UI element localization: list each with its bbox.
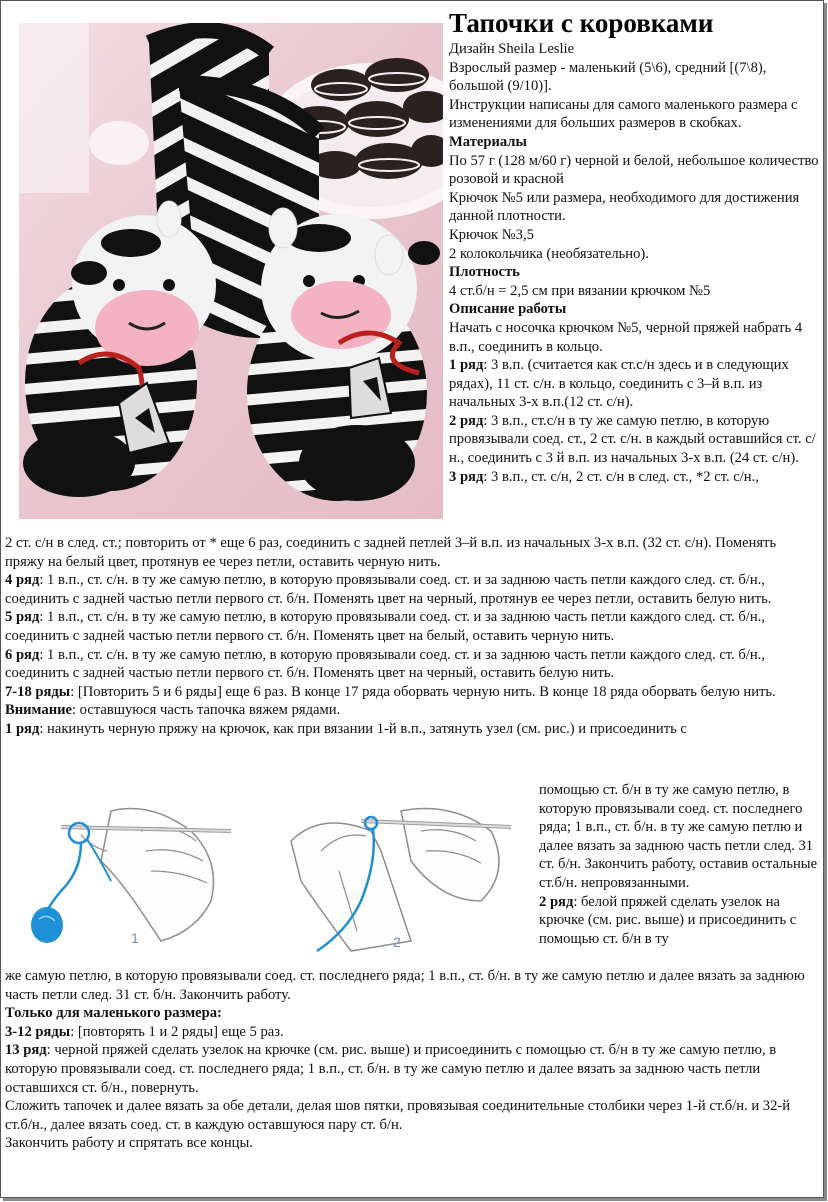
row-label: 2 ряд: [449, 412, 484, 429]
row-label: 6 ряд: [5, 646, 40, 663]
instructions-note: Инструкции написаны для самого маленького размера с изменениями для больших размеров в скобках.: [449, 96, 798, 132]
row-label: 7-18 ряды: [5, 683, 71, 700]
row-label: 13 ряд: [5, 1042, 47, 1059]
row-6-text: [5, 646, 817, 683]
gauge-text: 4 ст.б/н = 2,5 см при вязании крючком №5: [449, 282, 711, 299]
instructions-continued: [5, 534, 817, 739]
materials-heading: Материалы: [449, 133, 527, 150]
row-body: : 1 в.п., ст. с/н. в ту же самую петлю, в которую провязывали соед. ст. и за заднюю часть петли каждого след. ст. б/н., соединить с задней частью петли первого ст. б/н. Поменять цвет на белый, оставить черную нить.: [5, 609, 765, 644]
row-label: 3-12 ряды: [5, 1023, 71, 1040]
row-1-text: [449, 356, 821, 412]
row-body: : 3 в.п., ст.с/н в ту же самую петлю, в которую провязывали соед. ст., 2 ст. с/н. в каждый оставшийся ст. с/н., соединить с 3 й в.п. из начальных 3-х в.п. (24 ст. с/н).: [449, 412, 816, 467]
attention-label: Внимание: [5, 702, 72, 719]
materials-line: Крючок №3,5: [449, 226, 534, 243]
designer-line: Дизайн Sheila Leslie: [449, 41, 575, 57]
figure-2-label: 2: [393, 934, 401, 950]
row-4-text: [5, 571, 817, 608]
size-line: Взрослый размер - маленький (5\6), средний [(7\8), большой (9/10)].: [449, 59, 767, 95]
row-5-text: [5, 608, 817, 645]
right-column: [449, 7, 821, 486]
rows-7-18-text: [5, 683, 817, 702]
materials-line: По 57 г (128 м/60 г) черной и белой, небольшое количество розовой и красной: [449, 152, 819, 188]
attention-body: : оставшуюся часть тапочка вяжем рядами.: [71, 702, 341, 719]
row-label: 1 ряд: [449, 357, 484, 374]
figure-2-drawing: [291, 809, 511, 952]
row-body: : 1 в.п., ст. с/н. в ту же самую петлю, в которую провязывали соед. ст. и за заднюю часть петли каждого след. ст. б/н., соединить с задней частью петли первого ст. б/н. Поменять цвет на черный, оставить белую нить.: [5, 646, 765, 682]
row-body: : белой пряжей сделать узелок на крючке (см. рис. выше) и присоединить с помощью ст. б/н в ту: [539, 893, 797, 947]
finish-text: Закончить работу и спрятать все концы.: [5, 1135, 253, 1152]
slippers-photo: [19, 23, 443, 519]
row-body: : [Повторить 5 и 6 ряды] еще 6 раз. В конце 17 ряда оборвать черную нить. В конце 18 ряда оборвать белую нить.: [70, 683, 776, 700]
bottom-text: [5, 967, 817, 1153]
row-label: 4 ряд: [5, 572, 40, 589]
heel-row-2-text: [539, 893, 821, 949]
fold-text: Сложить тапочек и далее вязать за обе детали, делая шов пятки, провязывая соединительные столбики через 1-й ст.б/н. и 32-й ст.б/н., далее вязать соед. ст. в каждую оставшуюся пару ст. б/н.: [5, 1098, 791, 1133]
gauge-heading: Плотность: [449, 264, 520, 281]
materials-line: Крючок №5 или размера, необходимого для достижения данной плотности.: [449, 189, 800, 225]
small-size-heading: Только для маленького размера:: [5, 1005, 222, 1022]
row-body: : 3 в.п., ст. с/н, 2 ст. с/н в след. ст., *2 ст. с/н.,: [483, 468, 759, 485]
row-3-continued: 2 ст. с/н в след. ст.; повторить от * еще 6 раз, соединить с задней петлей 3–й в.п. из начальных 3-х в.п. (32 ст. с/н). Поменять пряжу на белый цвет, протянув ее через петли, оставить черную нить.: [5, 535, 777, 570]
row-2-text: [449, 412, 821, 468]
heel-row-1-text: [5, 720, 817, 739]
heel-row-1-continued: помощью ст. б/н в ту же самую петлю, в которую провязывали соед. ст. последнего ряда; 1 в.п., ст. б/н. в ту же самую петлю и далее вязать за заднюю часть петли след. 31 ст. б/н. Закончить работу, оставив остальные ст.б/н. непровязанными.: [539, 782, 818, 891]
row-label: 2 ряд: [539, 893, 574, 910]
figure-1-label: 1: [131, 930, 139, 946]
heel-row-2-continued: же самую петлю, в которую провязывали соед. ст. последнего ряда; 1 в.п., ст. б/н. в ту же самую петлю и далее вязать за заднюю часть петли след. 31 ст. б/н. Закончить работу.: [5, 968, 805, 1003]
row-body: : 1 в.п., ст. с/н. в ту же самую петлю, в которую провязывали соед. ст. и за заднюю часть петли каждого след. ст. б/н., соединить с задней частью петли первого ст. б/н. Поменять цвет на черный, протянув ее через петли, оставить белую нить.: [5, 572, 772, 607]
rows-3-12-text: [5, 1023, 817, 1042]
row-label: 5 ряд: [5, 609, 40, 626]
row-label: 1 ряд: [5, 720, 40, 737]
row-label: 3 ряд: [449, 468, 484, 485]
row-body: : [повторять 1 и 2 ряды] еще 5 раз.: [70, 1023, 284, 1040]
page-title: Тапочки с коровками: [449, 8, 714, 38]
materials-line: 2 колокольчика (необязательно).: [449, 245, 649, 262]
row-body: : 3 в.п. (считается как ст.с/н здесь и в следующих рядах), 11 ст. с/н. в кольцо, соединить с 3–й в.п. из начальных 3-х в.п.(12 ст. с/н).: [449, 357, 789, 411]
row-body: : накинуть черную пряжу на крючок, как при вязании 1-й в.п., затянуть узел (см. рис.) и присоединить с: [39, 720, 687, 737]
attention-text: [5, 701, 817, 720]
start-text: Начать с носочка крючком №5, черной пряжей набрать 4 в.п., соединить в кольцо.: [449, 319, 803, 355]
description-heading: Описание работы: [449, 301, 567, 318]
row-body: : черной пряжей сделать узелок на крючке (см. рис. выше) и присоединить с помощью ст. б/н в ту же самую петлю, в которую провязывали соед. ст. последнего ряда; 1 в.п., ст. б/н. в ту же самую петлю и далее вязать за заднюю часть петли оставшихся ст. б/н., повернуть.: [5, 1042, 777, 1096]
crochet-illustrations: [21, 791, 521, 961]
row-13-text: [5, 1041, 817, 1097]
row-3-text: [449, 468, 821, 487]
side-text: [539, 781, 821, 948]
figure-1-drawing: [31, 809, 231, 944]
